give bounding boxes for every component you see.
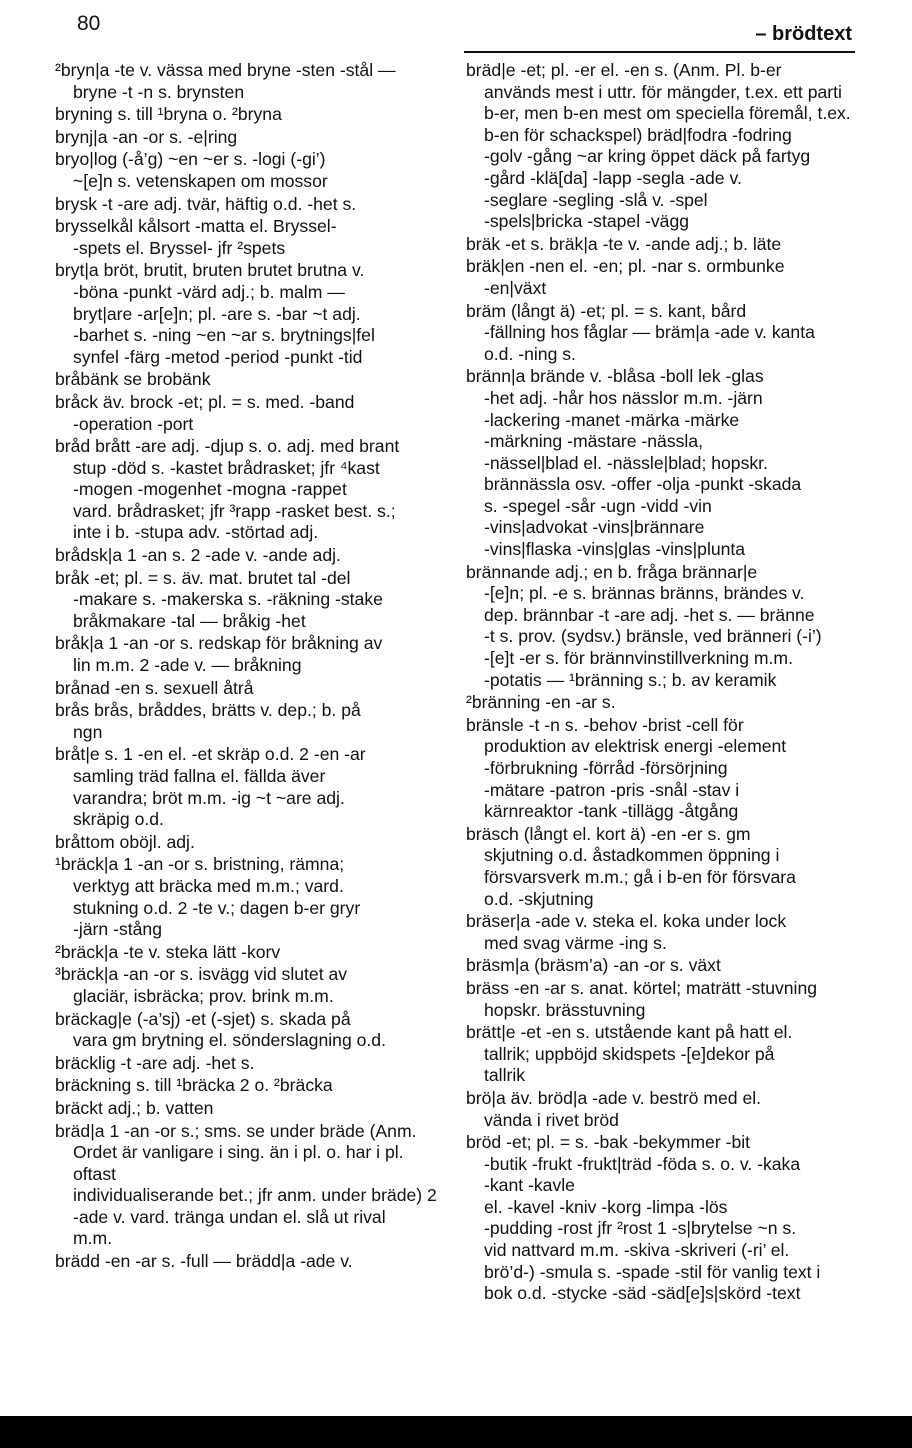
- dictionary-entry: bräsm|a (bräsm’a) -an -or s. växt: [466, 955, 721, 976]
- dictionary-entry: ²bryn|a -te v. vässa med bryne -sten -stål — bryne -t -n s. brynsten: [55, 60, 396, 102]
- dictionary-entry: brysselkål kålsort -matta el. Bryssel- -spets el. Bryssel- jfr ²spets: [55, 216, 337, 258]
- page-number: 80: [77, 12, 101, 35]
- dictionary-entry: bröd -et; pl. = s. -bak -bekymmer -bit -butik -frukt -frukt|träd -föda s. o. v. -kaka -kant -kavle el. -kavel -kniv -korg -limpa -lös -pudding -rost jfr ²rost 1 -s|brytelse ~n s. vid nattvard m.m. -skiva -skriveri (-ri’ el. brö’d-) -smula s. -spade -stil för vanlig text i bok o.d. -stycke -säd -säd[e]s|skörd -text: [466, 1132, 821, 1304]
- dictionary-entry: brö|a äv. bröd|a -ade v. beströ med el. vända i rivet bröd: [466, 1087, 762, 1130]
- dictionary-entry: brynj|a -an -or s. -e|ring: [55, 126, 238, 147]
- dictionary-entry: bräss -en -ar s. anat. körtel; maträtt -stuvning hopskr. brässtuvning: [466, 977, 818, 1020]
- dictionary-entry: bräd|a 1 -an -or s.; sms. se under bräde (Anm. Ordet är vanligare i sing. än i pl. o. har i pl. oftast individualiserande bet.; jfr anm. under bräde) 2 -ade v. vard. tränga undan el. slå ut rival m.m.: [55, 1120, 437, 1249]
- dictionary-entry: bråt|e s. 1 -en el. -et skräp o.d. 2 -en -ar samling träd fallna el. fällda äver varandra; bröt m.m. -ig ~t ~are adj. skräpig o.d.: [55, 744, 366, 830]
- dictionary-entry: bräckt adj.; b. vatten: [55, 1097, 214, 1118]
- dictionary-entry: bräckning s. till ¹bräcka 2 o. ²bräcka: [55, 1075, 333, 1096]
- header-rule: [464, 51, 855, 53]
- dictionary-entry: bråd brått -are adj. -djup s. o. adj. med brant stup -död s. -kastet brådrasket; jfr ⁴kast -mogen -mogenhet -mogna -rappet vard. brådrasket; jfr ³rapp -rasket best. s.; inte i b. -stupa adv. -störtad adj.: [55, 436, 400, 543]
- dictionary-entry: bräm (långt ä) -et; pl. = s. kant, bård -fällning hos fåglar — bräm|a -ade v. kanta o.d. -ning s.: [466, 300, 815, 364]
- dictionary-entry: bråttom oböjl. adj.: [55, 831, 195, 852]
- dictionary-entry: bräser|a -ade v. steka el. koka under lock med svag värme -ing s.: [466, 911, 787, 953]
- dictionary-entry: brådsk|a 1 -an s. 2 -ade v. -ande adj.: [55, 545, 341, 566]
- dictionary-entry: bryt|a bröt, brutit, bruten brutet brutna v. -böna -punkt -värd adj.; b. malm — bryt|are -ar[e]n; pl. -are s. -bar ~t adj. -barhet s. -ning ~en ~ar s. brytnings|fel synfel -färg -metod -period -punkt -tid: [55, 260, 375, 367]
- dictionary-entry: bråbänk se brobänk: [55, 369, 211, 390]
- dictionary-entry: bränsle -t -n s. -behov -brist -cell för produktion av elektrisk energi -element -förbrukning -förråd -försörjning -mätare -patron -pris -snål -stav i kärnreaktor -tank -tillägg -åtgång: [466, 714, 787, 822]
- dictionary-entry: brätt|e -et -en s. utstående kant på hatt el. tallrik; uppböjd skidspets -[e]dekor på tallrik: [466, 1022, 793, 1086]
- dictionary-entry: bråk -et; pl. = s. äv. mat. brutet tal -del -makare s. -makerska s. -räkning -stake bråkmakare -tal — bråkig -het: [55, 567, 383, 631]
- dictionary-entry: bryo|log (-å’g) ~en ~er s. -logi (-gi’) ~[e]n s. vetenskapen om mossor: [55, 149, 328, 191]
- dictionary-entry: bryning s. till ¹bryna o. ²bryna: [55, 104, 282, 125]
- dictionary-entry: ²bränning -en -ar s.: [466, 692, 616, 713]
- dictionary-entry: bråk|a 1 -an -or s. redskap för bråkning av lin m.m. 2 -ade v. — bråkning: [55, 633, 383, 676]
- left-column: [55, 60, 450, 1274]
- dictionary-entry: ²bräck|a -te v. steka lätt -korv: [55, 941, 281, 962]
- dictionary-entry: bränn|a brände v. -blåsa -boll lek -glas -het adj. -hår hos nässlor m.m. -järn -lackering -manet -märka -märke -märkning -mästare -nässla, -nässel|blad el. -nässle|blad; hopskr. brännässla osv. -offer -olja -punkt -skada s. -spegel -sår -ugn -vidd -vin -vins|advokat -vins|brännare -vins|flaska -vins|glas -vins|plunta: [466, 366, 802, 560]
- dictionary-entry: ³bräck|a -an -or s. isvägg vid slutet av glaciär, isbräcka; prov. brink m.m.: [55, 964, 348, 1006]
- dictionary-entry: bräd|e -et; pl. -er el. -en s. (Anm. Pl. b-er används mest i uttr. för mängder, t.ex. ett parti b-er, men b-en mest om speciella föremål, t.ex. b-en för schackspel) bräd|fodra -fodring -golv -gång ~ar kring öppet däck på fartyg -gård -klä[da] -lapp -segla -ade v. -seglare -segling -slå v. -spel -spels|bricka -stapel -vägg: [466, 60, 851, 232]
- dictionary-entry: bräckag|e (-a’sj) -et (-sjet) s. skada på vara gm brytning el. sönderslagning o.d.: [55, 1008, 386, 1051]
- dictionary-entry: ¹bräck|a 1 -an -or s. bristning, rämna; verktyg att bräcka med m.m.; vard. stukning o.d. 2 -te v.; dagen b-er gryr -järn -stång: [55, 854, 361, 940]
- dictionary-entry: brysk -t -are adj. tvär, häftig o.d. -het s.: [55, 193, 357, 214]
- dictionary-entry: brädd -en -ar s. -full — brädd|a -ade v.: [55, 1251, 353, 1272]
- dictionary-entry: brännande adj.; en b. fråga brännar|e -[e]n; pl. -e s. brännas bränns, brändes v. dep. brännbar -t -are adj. -het s. — bränne -t s. prov. (sydsv.) bränsle, ved bränneri (-i’) -[e]t -er s. för brännvinstillverkning m.m. -potatis — ¹bränning s.; b. av keramik: [466, 561, 822, 690]
- running-head: – brödtext: [755, 23, 852, 45]
- dictionary-entry: bräk|en -nen el. -en; pl. -nar s. ormbunke -en|växt: [466, 256, 785, 298]
- right-column: [466, 60, 862, 1306]
- dictionary-entry: bräcklig -t -are adj. -het s.: [55, 1052, 255, 1073]
- dictionary-entry: bråck äv. brock -et; pl. = s. med. -band -operation -port: [55, 391, 355, 434]
- dictionary-entry: bräsch (långt el. kort ä) -en -er s. gm skjutning o.d. åstadkommen öppning i försvarsverk m.m.; gå i b-en för försvara o.d. -skjutning: [466, 823, 796, 909]
- dictionary-entry: brås brås, bråddes, brätts v. dep.; b. på ngn: [55, 700, 361, 742]
- scan-bottom-band: [0, 1416, 912, 1448]
- dictionary-entry: bräk -et s. bräk|a -te v. -ande adj.; b. läte: [466, 233, 782, 254]
- dictionary-entry: brånad -en s. sexuell åtrå: [55, 677, 254, 698]
